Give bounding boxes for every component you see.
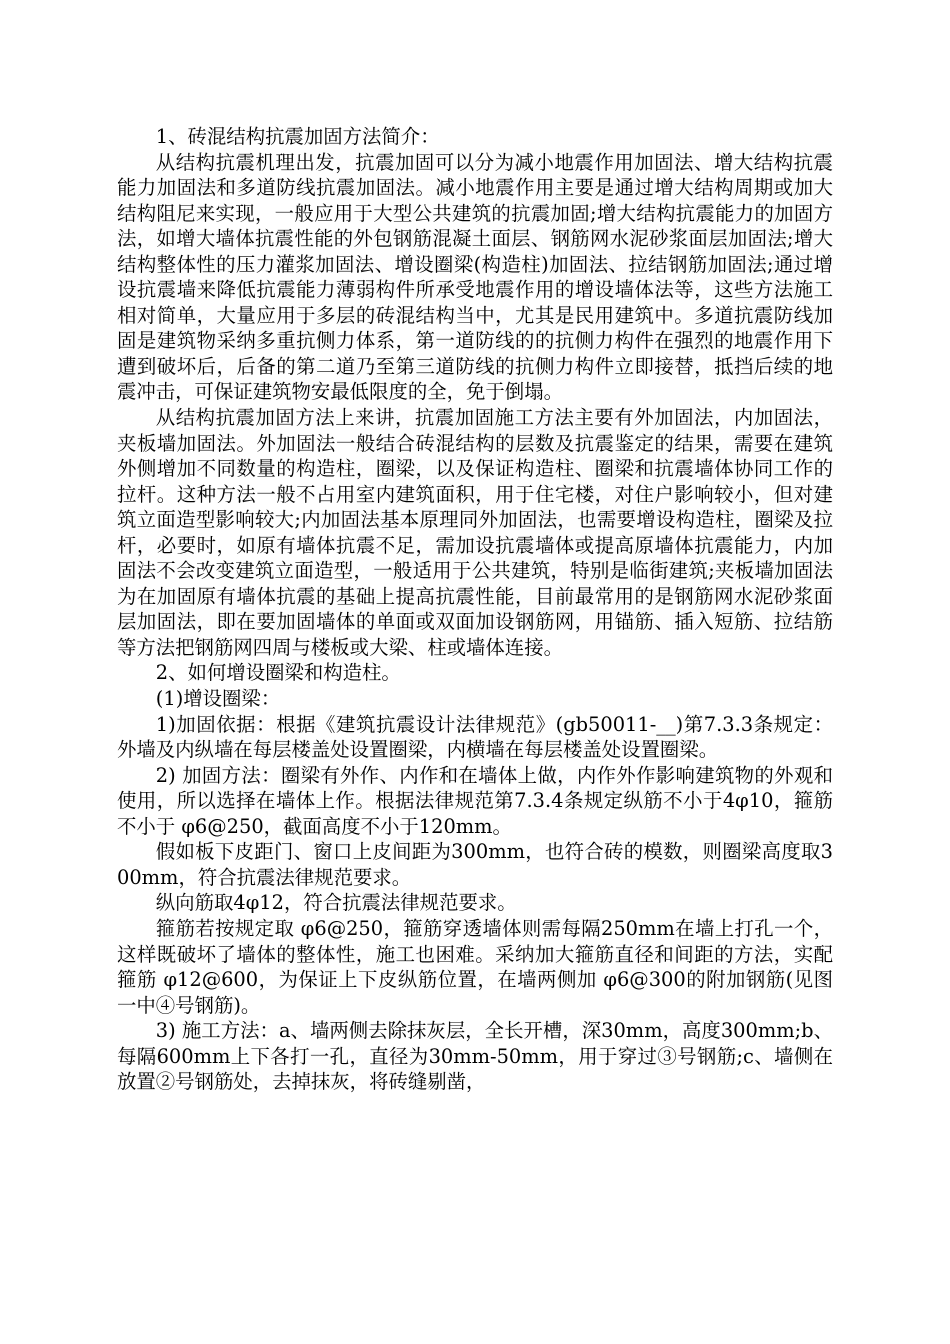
paragraph-construction-methods: 从结构抗震加固方法上来讲，抗震加固施工方法主要有外加固法，内加固法，夹板墙加固法。外加固法一般结合砖混结构的层数及抗震鉴定的结果，需要在建筑外侧增加不同数量的构造柱，圈梁，以及保证构造柱、圈梁和抗震墙体协同工作的拉杆。这种方法一般不占用室内建筑面积，用于住宅楼，对住户影响较小，但对建筑立面造型影响较大;内加固法基本原理同外加固法，也需要增设构造柱，圈梁及拉杆，必要时，如原有墙体抗震不足，需加设抗震墙体或提高原墙体抗震能力，内加固法不会改变建筑立面造型，一般适用于公共建筑，特别是临街建筑;夹板墙加固法为在加固原有墙体抗震的基础上提高抗震性能，目前最常用的是钢筋网水泥砂浆面层加固法，即在要加固墙体的单面或双面加设钢筋网，用锚筋、插入短筋、拉结筋等方法把钢筋网四周与楼板或大梁、柱或墙体连接。: [117, 406, 833, 659]
document-page: [117, 124, 833, 1095]
paragraph-beam-height: 假如板下皮距门、窗口上皮间距为300mm，也符合砖的模数，则圈梁高度取300mm，符合抗震法律规范要求。: [117, 840, 833, 889]
paragraph-reinforcement-basis: 1)加固依据：根据《建筑抗震设计法律规范》(gb50011-__)第7.3.3条规定：外墙及内纵墙在每层楼盖处设置圈梁，内横墙在每层楼盖处设置圈梁。: [117, 712, 833, 762]
paragraph-reinforcement-method: 2) 加固方法：圈梁有外作、内作和在墙体上做，内作外作影响建筑物的外观和使用，所以选择在墙体上作。根据法律规范第7.3.4条规定纵筋不小于4φ10，箍筋不小于 φ6@250，截面高度不小于120mm。: [117, 763, 833, 838]
paragraph-construction-steps: 3) 施工方法：a、墙两侧去除抹灰层，全长开槽，深30mm，高度300mm;b、每隔600mm上下各打一孔，直径为30mm-50mm，用于穿过③号钢筋;c、墙侧在放置②号钢筋处，去掉抹灰，将砖缝剔凿，: [117, 1019, 833, 1094]
paragraph-stirrup: 箍筋若按规定取 φ6@250，箍筋穿透墙体则需每隔250mm在墙上打孔一个，这样既破坏了墙体的整体性，施工也困难。采纳加大箍筋直径和间距的方法，实配箍筋 φ12@600，为保证上下皮纵筋位置，在墙两侧加 φ6@300的附加钢筋(见图一中④号钢筋)。: [117, 916, 833, 1017]
section-heading-2: 2、如何增设圈梁和构造柱。: [155, 661, 401, 685]
subsection-heading-ring-beam: (1)增设圈梁：: [155, 687, 281, 711]
paragraph-seismic-mechanism: 从结构抗震机理出发，抗震加固可以分为减小地震作用加固法、增大结构抗震能力加固法和多道防线抗震加固法。减小地震作用主要是通过增大结构周期或加大结构阻尼来实现，一般应用于大型公共建筑的抗震加固;增大结构抗震能力的加固方法，如增大墙体抗震性能的外包钢筋混凝土面层、钢筋网水泥砂浆面层加固法;增大结构整体性的压力灌浆加固法、增设圈梁(构造柱)加固法、拉结钢筋加固法;通过增设抗震墙来降低抗震能力薄弱构件所承受地震作用的增设墙体法等，这些方法施工相对简单，大量应用于多层的砖混结构当中，尤其是民用建筑中。多道抗震防线加固是建筑物采纳多重抗侧力体系，第一道防线的的抗侧力构件在强烈的地震作用下遭到破坏后，后备的第二道乃至第三道防线的抗侧力构件立即接替，抵挡后续的地震冲击，可保证建筑物安最低限度的全，免于倒塌。: [117, 150, 833, 404]
paragraph-longitudinal-bar: 纵向筋取4φ12，符合抗震法律规范要求。: [155, 891, 517, 915]
section-heading-1: 1、砖混结构抗震加固方法简介：: [155, 125, 440, 148]
